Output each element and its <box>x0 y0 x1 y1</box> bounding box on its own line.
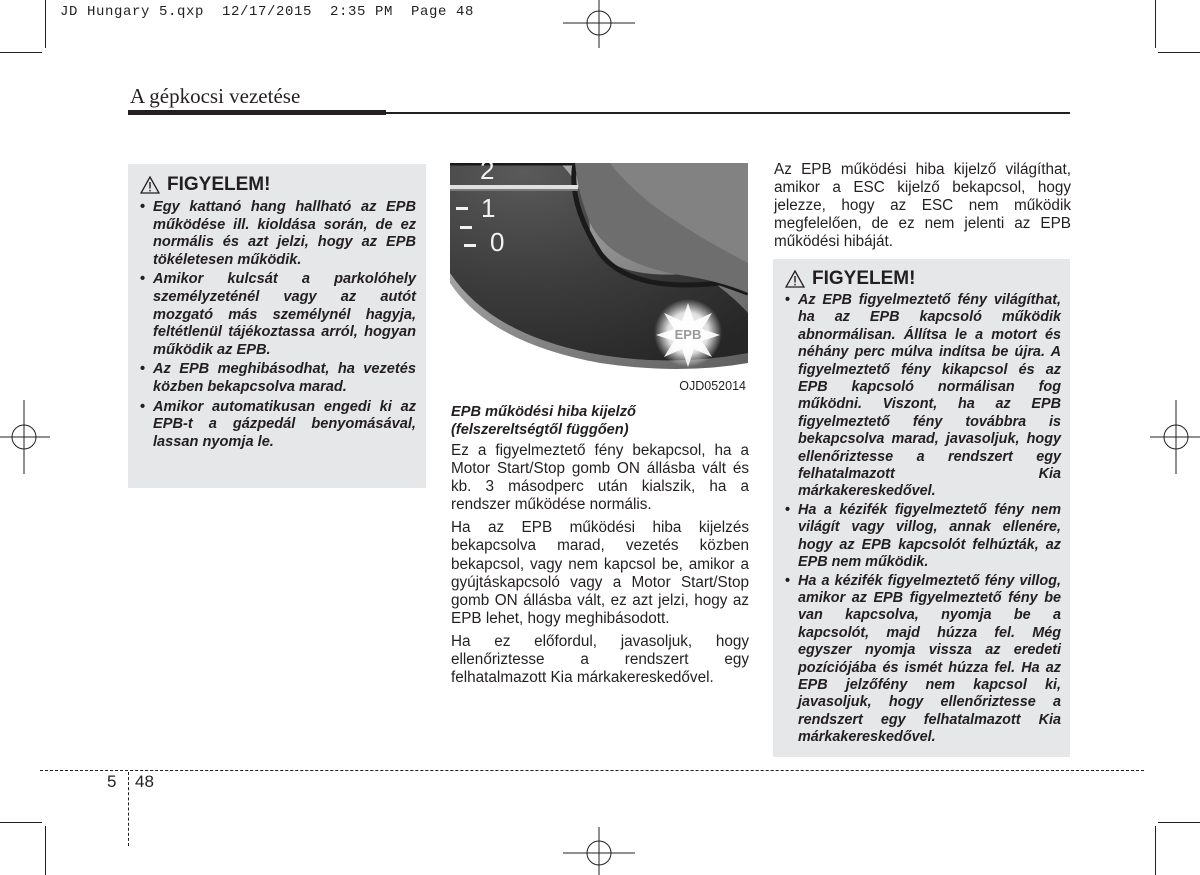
gauge-number: 0 <box>490 227 505 257</box>
warning-item: • Egy kattanó hang hallható az EPB működése ill. kioldása során, de ez normális és azt jelzi, hogy az EPB tökéletesen működik. <box>140 199 416 269</box>
paragraph: Ha ez előfordul, javasoljuk, hogy ellenőriztesse a rendszert egy felhatalmazott Kia márkakereskedővel. <box>451 632 749 687</box>
page-number: 48 <box>135 772 154 791</box>
paragraph: Ez a figyelmeztető fény bekapcsol, ha a Motor Start/Stop gomb ON állásba vált és kb. 3 másodperc után kialszik, ha a rendszer működése normális. <box>451 442 749 514</box>
header-rule-thin <box>386 112 1070 114</box>
warning-title: FIGYELEM! <box>812 268 916 289</box>
warning-item: • Ha a kézifék figyelmeztető fény nem világít vagy villog, annak ellenére, hogy az EPB kapcsolót felhúzták, az EPB nem működik. <box>785 502 1061 572</box>
warning-item: • Ha a kézifék figyelmeztető fény villog, amikor az EPB figyelmeztető fény be van kapcsolva, nyomja be a kapcsolót, majd húzza fel. Még egyszer nyomja vissza az eredeti pozíciójába és ismét húzza fel. Ha az EPB jelzőfény nem kapcsol ki, javasoljuk, hogy ellenőriztesse a rendszert egy felhatalmazott Kia márkakereskedővel. <box>785 573 1061 747</box>
epb-indicator-icon <box>654 299 722 367</box>
warning-item: • Az EPB figyelmeztető fény világíthat, ha az EPB kapcsoló működik abnormálisan. Állítsa le a motort és néhány perc múlva indítsa be újra. A figyelmeztető fény kikapcsol és az EPB kapcsoló normálisan fog működni. Viszont, ha az EPB figyelmeztető fény továbbra is bekapcsolva marad, javasoljuk, hogy ellenőriztesse a rendszert egy felhatalmazott Kia márkakereskedővel. <box>785 292 1061 501</box>
warning-header <box>140 174 416 196</box>
middle-column-text <box>451 442 749 692</box>
epb-indicator-label: EPB <box>674 327 702 342</box>
figure-caption: OJD052014 <box>679 379 746 393</box>
gauge-number: 2 <box>480 163 495 185</box>
warning-item: • Amikor kulcsát a parkolóhely személyzeténél vagy az autót mozgató más személynél hagyja, feltétlenül tájékoztassa arról, hogyan működik az EPB. <box>140 271 416 359</box>
warning-list <box>140 199 416 451</box>
gauge-number: 1 <box>481 193 496 223</box>
paragraph: Az EPB működési hiba kijelző világíthat, amikor a ESC kijelző bekapcsol, hogy jelezze, hogy az ESC nem működik megfelelően, de ez nem jelenti az EPB működési hibáját. <box>774 161 1071 251</box>
warning-box-right <box>773 259 1070 757</box>
gauge-figure <box>450 163 748 399</box>
section-number: 5 <box>107 772 117 791</box>
print-slug: JD Hungary 5.qxp 12/17/2015 2:35 PM Page 48 <box>60 4 475 20</box>
warning-item: • Az EPB meghibásodhat, ha vezetés közben bekapcsolva marad. <box>140 361 416 396</box>
warning-header <box>785 268 1061 290</box>
warning-triangle-icon <box>140 176 160 194</box>
footer-rule <box>40 770 1144 771</box>
right-column-text <box>774 161 1071 256</box>
gauge-illustration <box>450 163 748 375</box>
footer-divider <box>128 772 129 846</box>
subheading-epb-malfunction: EPB működési hiba kijelző (felszereltségtől függően) <box>451 404 636 438</box>
paragraph: Ha az EPB működési hiba kijelzés bekapcsolva marad, vezetés közben bekapcsol, vagy nem kapcsol be, amikor a gyújtáskapcsoló vagy a Motor Start/Stop gomb ON állásba vált, ez azt jelzi, hogy az EPB lehet, hogy meghibásodott. <box>451 519 749 627</box>
warning-box-left <box>128 164 426 488</box>
warning-title: FIGYELEM! <box>167 174 271 195</box>
warning-item: • Amikor automatikusan engedi ki az EPB-t a gázpedál benyomásával, lassan nyomja le. <box>140 399 416 452</box>
header-rule-thick <box>128 110 386 115</box>
warning-list <box>785 292 1061 747</box>
warning-triangle-icon <box>785 270 805 288</box>
section-title: A gépkocsi vezetése <box>130 84 301 108</box>
